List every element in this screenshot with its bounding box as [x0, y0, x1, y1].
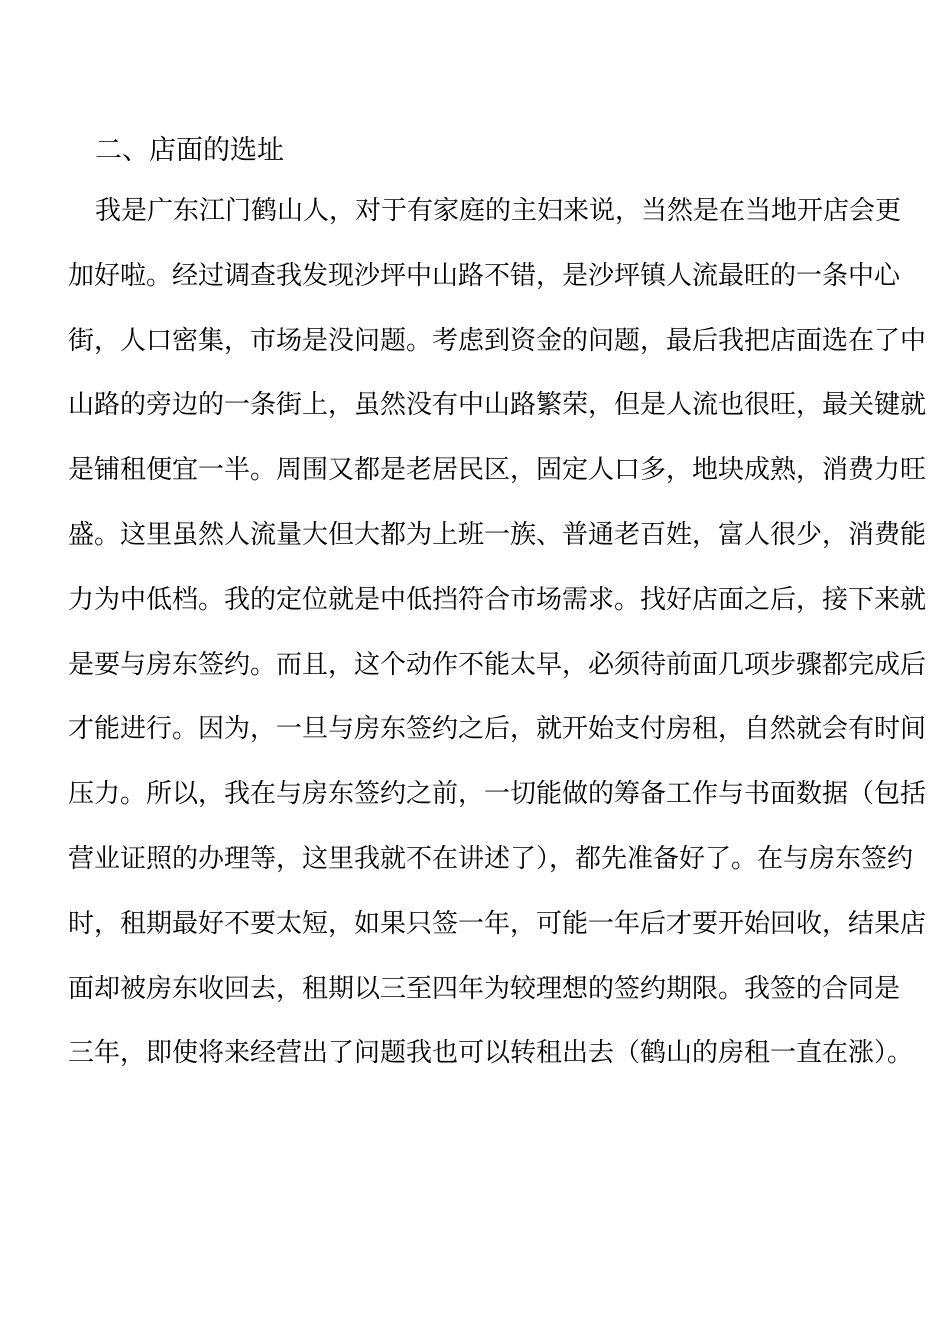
paragraph-line: 是铺租便宜一半。周围又都是老居民区，固定人口多，地块成熟，消费力旺 [68, 455, 927, 486]
paragraph-line: 山路的旁边的一条街上，虽然没有中山路繁荣，但是人流也很旺，最关键就 [68, 390, 927, 421]
paragraph-line: 三年，即使将来经营出了问题我也可以转租出去（鹤山的房租一直在涨）。 [68, 1038, 914, 1069]
paragraph-line: 力为中低档。我的定位就是中低挡符合市场需求。找好店面之后，接下来就 [68, 584, 927, 615]
paragraph-line: 盛。这里虽然人流量大但大都为上班一族、普通老百姓，富人很少，消费能 [68, 519, 927, 550]
paragraph-line: 才能进行。因为，一旦与房东签约之后，就开始支付房租，自然就会有时间 [68, 714, 927, 745]
paragraph-line: 面却被房东收回去，租期以三至四年为较理想的签约期限。我签的合同是 [68, 973, 901, 1004]
paragraph-line: 时，租期最好不要太短，如果只签一年，可能一年后才要开始回收，结果店 [68, 908, 927, 939]
section-heading: 二、店面的选址 [95, 135, 284, 166]
paragraph-line: 营业证照的办理等，这里我就不在讲述了），都先准备好了。在与房东签约 [68, 843, 914, 874]
paragraph-line: 是要与房东签约。而且，这个动作不能太早，必须待前面几项步骤都完成后 [68, 649, 927, 680]
paragraph-line: 加好啦。经过调查我发现沙坪中山路不错，是沙坪镇人流最旺的一条中心 [68, 260, 901, 291]
paragraph-line: 街，人口密集，市场是没问题。考虑到资金的问题，最后我把店面选在了中 [68, 325, 927, 356]
paragraph-line: 压力。所以，我在与房东签约之前，一切能做的筹备工作与书面数据（包括 [68, 779, 927, 810]
body-paragraph [68, 193, 927, 1100]
paragraph-line: 我是广东江门鹤山人，对于有家庭的主妇来说，当然是在当地开店会更 [95, 196, 902, 226]
